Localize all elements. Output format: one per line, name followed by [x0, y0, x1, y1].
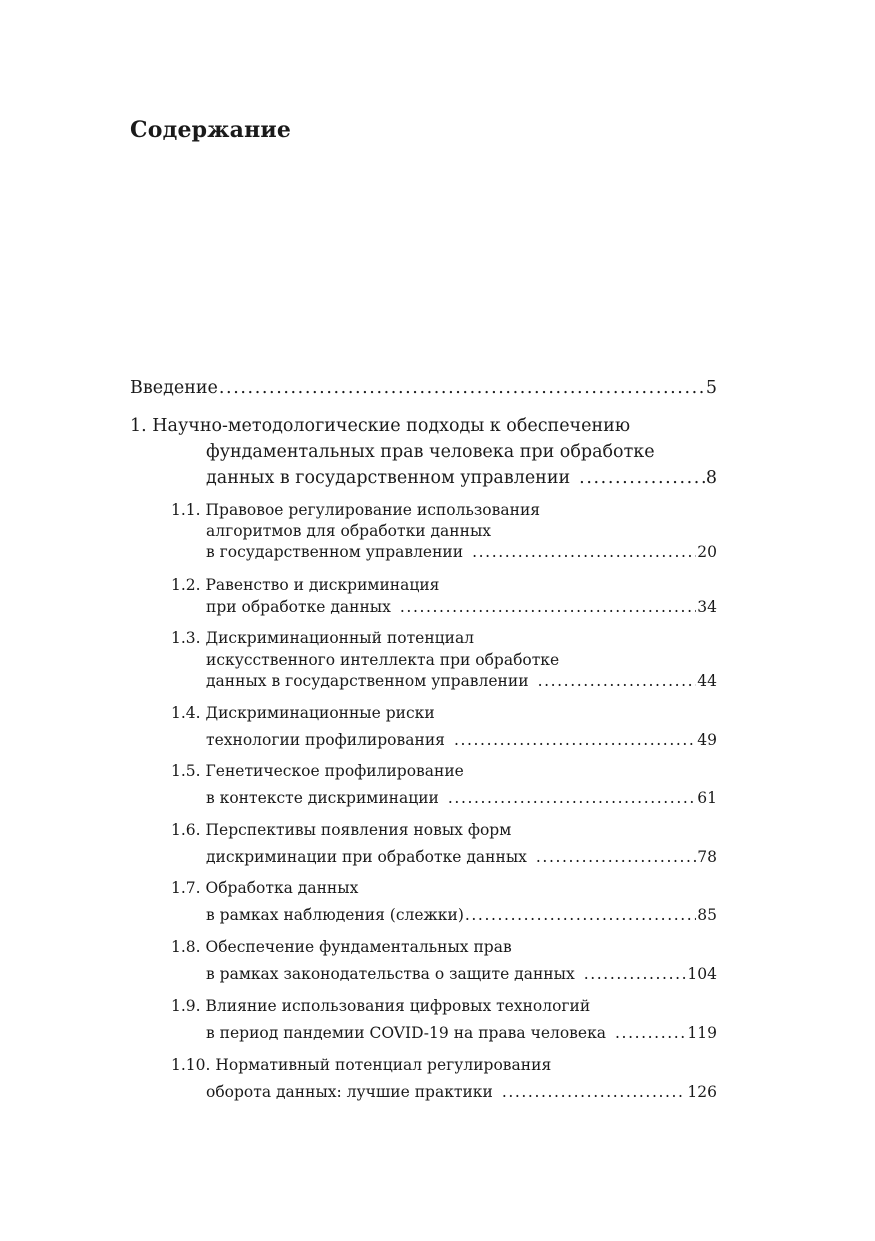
dot-leader: [538, 670, 697, 692]
toc-entry-title: 1.7. Обработка данных: [171, 879, 359, 897]
toc-page-number: 119: [687, 1024, 717, 1042]
toc-page-number: 78: [697, 848, 717, 866]
page-title: Содержание: [130, 117, 292, 143]
toc-page-number: 61: [697, 789, 717, 807]
toc-page-number: 85: [697, 906, 717, 924]
toc-page-number: 104: [687, 965, 717, 983]
dot-leader: [454, 729, 696, 751]
toc-entry-title: 1.2. Равенство и дискриминация: [171, 576, 440, 594]
toc-entry-title: 1.10. Нормативный потенциал регулирования: [171, 1056, 552, 1074]
toc-page-number: 44: [697, 672, 717, 690]
dot-leader: [615, 1022, 686, 1044]
dot-leader: [584, 963, 687, 985]
toc-entry-title: 1.5. Генетическое профилирование: [171, 762, 464, 780]
toc-page-number: 20: [697, 543, 717, 561]
toc-entry-title-continued: в контексте дискриминации: [206, 789, 439, 807]
toc-entry-title-continued: в период пандемии COVID-19 на права человека: [206, 1024, 607, 1042]
toc-entry-title: 1.9. Влияние использования цифровых технологий: [171, 997, 591, 1015]
toc-page-number: 5: [705, 378, 717, 398]
toc-page-number: 34: [697, 598, 717, 616]
toc-entry-title: Введение: [130, 378, 218, 398]
toc-entry-title-continued: в рамках наблюдения (слежки): [206, 906, 464, 924]
toc-entry-title: 1. Научно-методологические подходы к обеспечению: [130, 416, 631, 436]
dot-leader: [472, 541, 696, 563]
dot-leader: [448, 787, 696, 809]
toc-entry-title-continued: искусственного интеллекта при обработке: [206, 651, 560, 669]
toc-entry-title-continued: оборота данных: лучшие практики: [206, 1083, 493, 1101]
toc-entry-title-continued: данных в государственном управлении: [206, 672, 529, 690]
toc-entry-title-continued: фундаментальных прав человека при обработке: [206, 442, 655, 462]
toc-entry-title-continued: в государственном управлении: [206, 543, 464, 561]
toc-entry-title-continued: дискриминации при обработке данных: [206, 848, 527, 866]
toc-entry-title-continued: при обработке данных: [206, 598, 391, 616]
dot-leader: [579, 466, 705, 491]
toc-entry-title: 1.4. Дискриминационные риски: [171, 704, 435, 722]
toc-entry-title: 1.3. Дискриминационный потенциал: [171, 629, 475, 647]
toc-entry-title-continued: в рамках законодательства о защите данных: [206, 965, 575, 983]
toc-entry-title-continued: данных в государственном управлении: [206, 468, 571, 488]
dot-leader: [536, 846, 696, 868]
toc-entry-title: 1.6. Перспективы появления новых форм: [171, 821, 512, 839]
dot-leader: [400, 596, 696, 618]
toc-entry-title: 1.1. Правовое регулирование использования: [171, 501, 541, 519]
toc-page-number: 49: [697, 731, 717, 749]
toc-page-number: 8: [705, 468, 717, 488]
table-of-contents: [130, 0, 717, 1241]
toc-entry-title: 1.8. Обеспечение фундаментальных прав: [171, 938, 512, 956]
dot-leader: [502, 1081, 687, 1103]
toc-page-number: 126: [687, 1083, 717, 1101]
toc-entry-title-continued: технологии профилирования: [206, 731, 445, 749]
dot-leader: [465, 904, 696, 926]
dot-leader: [219, 376, 705, 401]
toc-entry-title-continued: алгоритмов для обработки данных: [206, 522, 492, 540]
